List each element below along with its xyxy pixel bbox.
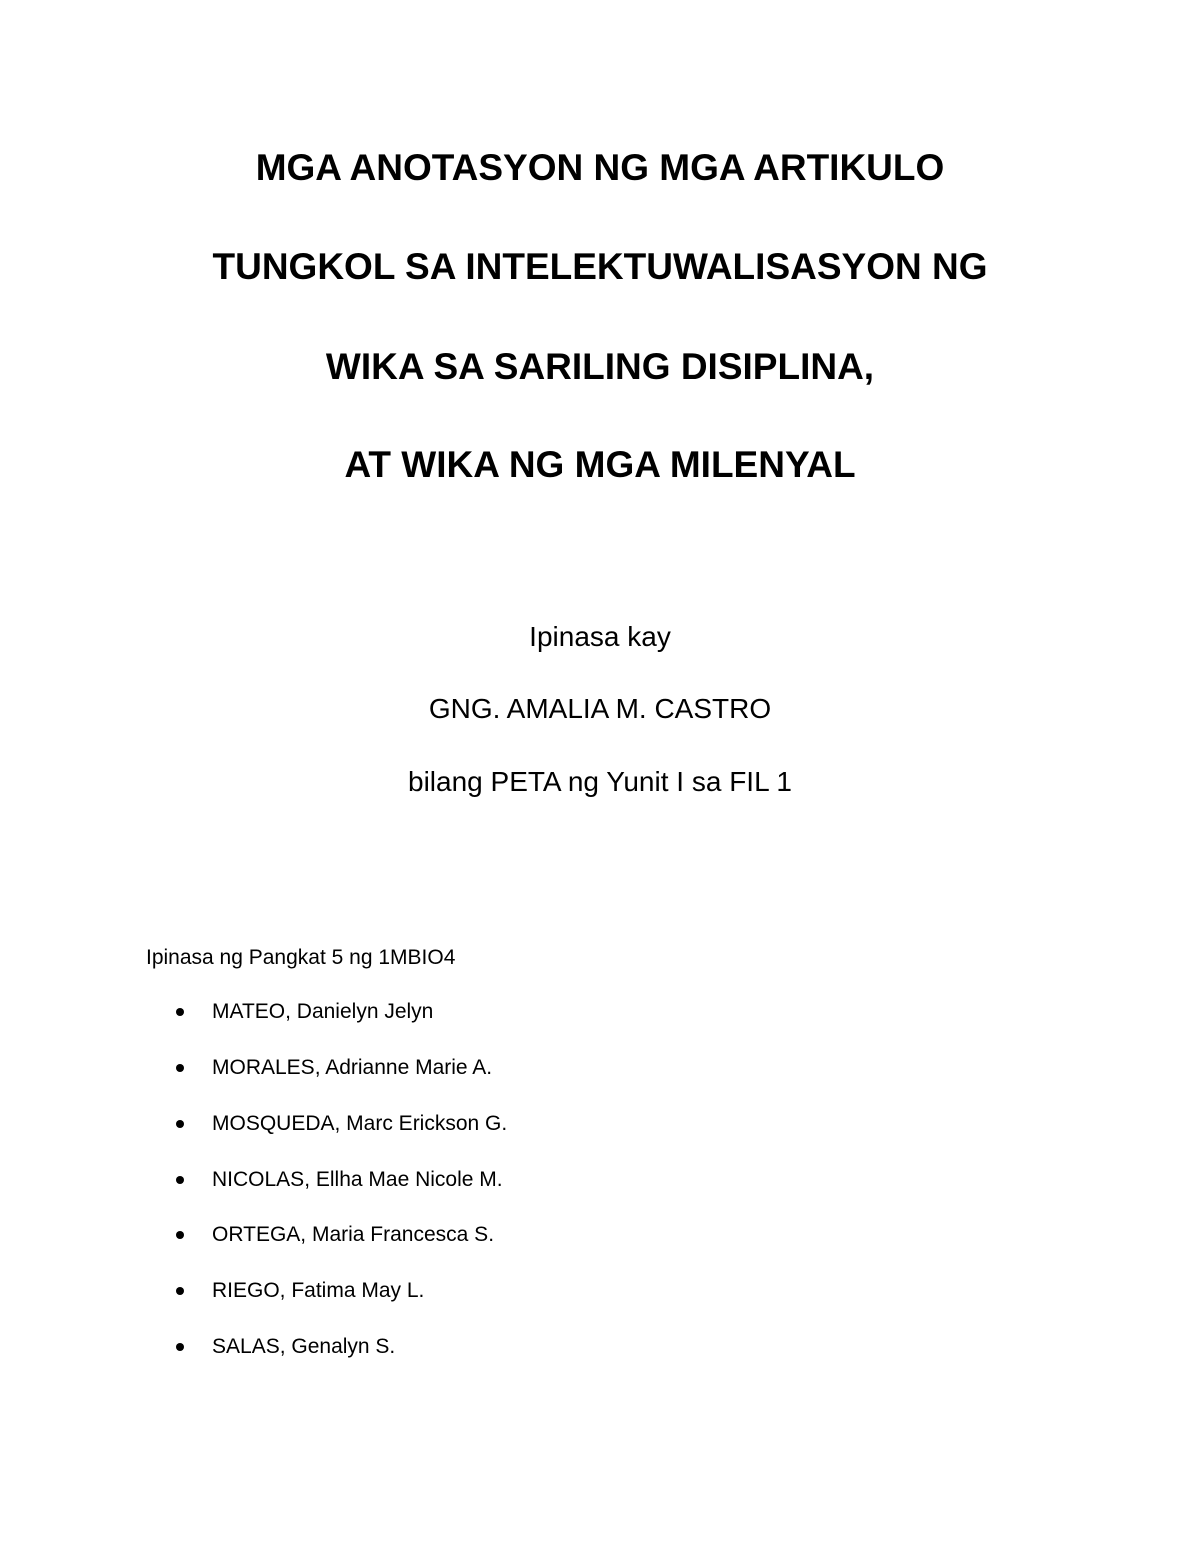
title-line-4: AT WIKA NG MGA MILENYAL — [344, 444, 856, 485]
member-name: SALAS, Genalyn S. — [212, 1335, 396, 1358]
teacher-name: GNG. AMALIA M. CASTRO — [428, 693, 772, 724]
list-item — [0, 1332, 700, 1362]
submission-purpose: bilang PETA ng Yunit I sa FIL 1 — [408, 766, 792, 797]
list-item — [0, 1165, 700, 1195]
bullet-icon — [176, 1231, 184, 1239]
bullet-icon — [176, 1343, 184, 1351]
list-item — [0, 1276, 700, 1306]
group-submitted-by: Ipinasa ng Pangkat 5 ng 1MBIO4 — [146, 946, 456, 969]
list-item — [0, 1220, 700, 1250]
member-name: MORALES, Adrianne Marie A. — [212, 1056, 493, 1079]
list-item — [0, 1053, 700, 1083]
member-name: RIEGO, Fatima May L. — [212, 1279, 425, 1302]
title-line-3: WIKA SA SARILING DISIPLINA, — [325, 346, 875, 387]
bullet-icon — [176, 1120, 184, 1128]
list-item — [0, 1109, 700, 1139]
member-name: MATEO, Danielyn Jelyn — [212, 1000, 434, 1023]
member-name: MOSQUEDA, Marc Erickson G. — [212, 1112, 508, 1135]
bullet-icon — [176, 1176, 184, 1184]
member-name: ORTEGA, Maria Francesca S. — [212, 1223, 495, 1246]
list-item — [0, 997, 700, 1027]
bullet-icon — [176, 1064, 184, 1072]
title-line-2: TUNGKOL SA INTELEKTUWALISASYON NG — [212, 246, 988, 287]
bullet-icon — [176, 1287, 184, 1295]
bullet-icon — [176, 1008, 184, 1016]
title-line-1: MGA ANOTASYON NG MGA ARTIKULO — [255, 147, 945, 188]
submitted-to-label: Ipinasa kay — [529, 621, 671, 652]
member-name: NICOLAS, Ellha Mae Nicole M. — [212, 1168, 503, 1191]
